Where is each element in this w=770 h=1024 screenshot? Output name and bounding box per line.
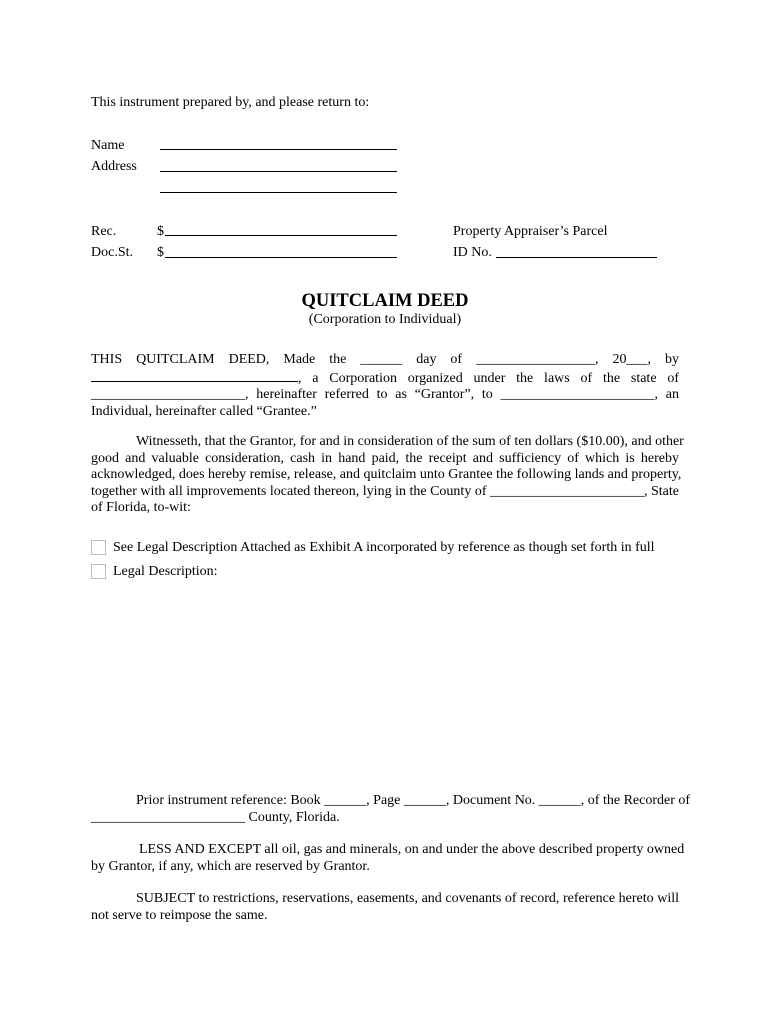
prior-instrument-line-1: Prior instrument reference: Book ______, Page ______, Document No. ______, of the Recorder of bbox=[136, 793, 691, 808]
rec-amount-line[interactable] bbox=[165, 235, 397, 236]
subject-line-1: SUBJECT to restrictions, reservations, easements, and covenants of record, reference hereto will bbox=[136, 891, 679, 906]
intro-line-2 bbox=[91, 369, 679, 388]
rec-label: Rec. bbox=[91, 224, 117, 239]
less-except-line-2: by Grantor, if any, which are reserved by Grantor. bbox=[91, 858, 370, 874]
document-title: QUITCLAIM DEED bbox=[301, 291, 469, 311]
exhibit-a-label: See Legal Description Attached as Exhibit A incorporated by reference as though set forth in full bbox=[113, 540, 655, 555]
intro-line-4: Individual, hereinafter called “Grantee.” bbox=[91, 403, 317, 419]
witnesseth-line-4: together with all improvements located thereon, lying in the County of ______________________, State bbox=[91, 483, 679, 499]
name-line[interactable] bbox=[160, 149, 397, 150]
prepared-by-text: This instrument prepared by, and please return to: bbox=[91, 95, 370, 110]
address-line-2[interactable] bbox=[160, 192, 397, 193]
intro-line-3: ______________________, hereinafter referred to as “Grantor”, to ______________________, an bbox=[91, 387, 679, 402]
parcel-label: Property Appraiser’s Parcel bbox=[453, 224, 608, 239]
address-label: Address bbox=[91, 159, 137, 174]
exhibit-a-checkbox[interactable] bbox=[91, 540, 106, 555]
intro-line-1: THIS QUITCLAIM DEED, Made the ______ day of _________________, 20___, by bbox=[91, 352, 679, 367]
grantor-name-blank[interactable] bbox=[91, 369, 298, 382]
less-except-line-1: LESS AND EXCEPT all oil, gas and minerals, on and under the above described property owned bbox=[139, 842, 685, 857]
subject-line-2: not serve to reimpose the same. bbox=[91, 907, 268, 923]
intro-line-2-text: , a Corporation organized under the laws of the state of bbox=[298, 370, 679, 386]
intro-paragraph bbox=[91, 352, 679, 420]
subject-paragraph bbox=[91, 891, 679, 924]
witnesseth-paragraph bbox=[91, 434, 684, 517]
witnesseth-line-3: acknowledged, does hereby remise, release, and quitclaim unto Grantee the following lands and property, bbox=[91, 467, 682, 482]
witnesseth-line-5: of Florida, to-wit: bbox=[91, 500, 191, 515]
docst-dollar-sign: $ bbox=[157, 245, 164, 260]
document-subtitle: (Corporation to Individual) bbox=[308, 312, 462, 327]
prior-instrument-line-2: ______________________ County, Florida. bbox=[91, 810, 340, 825]
legal-description-label: Legal Description: bbox=[113, 564, 218, 579]
parcel-id-label: ID No. bbox=[453, 245, 492, 260]
docst-label: Doc.St. bbox=[91, 245, 133, 260]
name-label: Name bbox=[91, 138, 125, 153]
docst-amount-line[interactable] bbox=[165, 257, 397, 258]
rec-dollar-sign: $ bbox=[157, 224, 164, 239]
address-line-1[interactable] bbox=[160, 171, 397, 172]
legal-description-checkbox[interactable] bbox=[91, 564, 106, 579]
witnesseth-line-1: Witnesseth, that the Grantor, for and in consideration of the sum of ten dollars ($10.00), and other bbox=[136, 434, 684, 449]
legal-description-area[interactable] bbox=[113, 590, 679, 780]
less-except-paragraph bbox=[91, 842, 685, 875]
parcel-id-line[interactable] bbox=[496, 257, 657, 258]
witnesseth-line-2: good and valuable consideration, cash in hand paid, the receipt and sufficiency of which is hereby bbox=[91, 450, 679, 466]
